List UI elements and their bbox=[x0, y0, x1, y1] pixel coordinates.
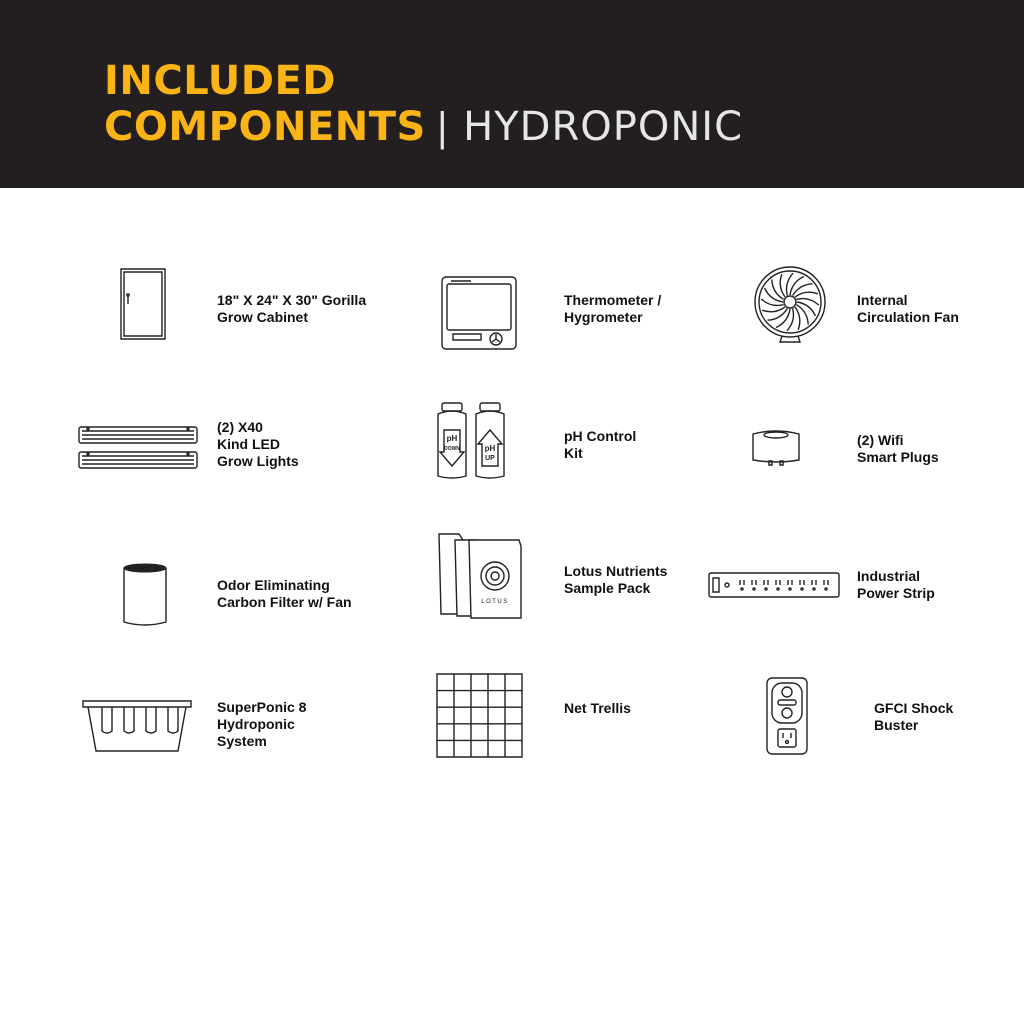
circulation-fan-icon bbox=[752, 268, 828, 344]
component-label-hydroponic-system bbox=[217, 699, 306, 750]
ph-down-text: DOWN bbox=[444, 446, 460, 452]
component-label-ph-control-kit bbox=[564, 428, 636, 462]
title-line-1: INCLUDED bbox=[104, 58, 336, 104]
net-trellis-icon bbox=[436, 673, 523, 758]
hydroponic-system-icon bbox=[82, 697, 192, 753]
label-line: Kit bbox=[564, 445, 583, 461]
ph-down-text: pH bbox=[446, 434, 458, 443]
title-separator: | bbox=[435, 105, 450, 149]
label-line: Grow Lights bbox=[217, 453, 299, 469]
label-line: Hydroponic bbox=[217, 716, 295, 732]
gfci-shock-buster-icon bbox=[766, 677, 808, 755]
label-line: SuperPonic 8 bbox=[217, 699, 307, 715]
component-label-thermometer-hygrometer bbox=[564, 292, 661, 326]
lotus-text: LOTUS bbox=[481, 599, 509, 605]
label-line: Carbon Filter w/ Fan bbox=[217, 594, 352, 610]
smart-plug-icon bbox=[751, 428, 801, 466]
label-line: Kind LED bbox=[217, 436, 280, 452]
label-line: (2) X40 bbox=[217, 419, 263, 435]
label-line: Smart Plugs bbox=[857, 449, 939, 465]
label-line: Industrial bbox=[857, 568, 921, 584]
ph-control-kit-icon bbox=[434, 402, 506, 480]
thermometer-hygrometer-icon bbox=[441, 276, 517, 350]
component-label-grow-cabinet bbox=[217, 292, 366, 326]
header-banner bbox=[0, 0, 1024, 188]
carbon-filter-icon bbox=[122, 562, 168, 628]
label-line: Net Trellis bbox=[564, 700, 631, 716]
label-line: 18" X 24" X 30" Gorilla bbox=[217, 292, 367, 308]
label-line: Internal bbox=[857, 292, 908, 308]
label-line: Hygrometer bbox=[564, 309, 643, 325]
title-subtitle: HYDROPONIC bbox=[463, 104, 744, 150]
label-line: GFCI Shock bbox=[874, 700, 954, 716]
title-line-2 bbox=[104, 104, 743, 150]
label-line: Buster bbox=[874, 717, 919, 733]
led-grow-lights-icon bbox=[78, 426, 198, 470]
label-line: Thermometer / bbox=[564, 292, 662, 308]
component-label-net-trellis bbox=[564, 700, 631, 717]
label-line: Power Strip bbox=[857, 585, 935, 601]
label-line: pH Control bbox=[564, 428, 637, 444]
component-label-power-strip bbox=[857, 568, 935, 602]
label-line: (2) Wifi bbox=[857, 432, 904, 448]
label-line: Grow Cabinet bbox=[217, 309, 309, 325]
component-label-carbon-filter bbox=[217, 577, 352, 611]
component-label-smart-plugs bbox=[857, 432, 939, 466]
power-strip-icon bbox=[708, 572, 840, 598]
component-label-gfci-shock-buster bbox=[874, 700, 953, 734]
grow-cabinet-icon bbox=[120, 268, 166, 340]
title-components: COMPONENTS bbox=[104, 104, 426, 150]
label-line: Lotus Nutrients bbox=[564, 563, 668, 579]
component-label-led-grow-lights bbox=[217, 419, 299, 470]
page-title bbox=[104, 58, 743, 150]
ph-up-text: pH bbox=[484, 444, 496, 453]
label-line: Circulation Fan bbox=[857, 309, 959, 325]
component-label-lotus-nutrients bbox=[564, 563, 667, 597]
nutrient-pack-icon bbox=[437, 532, 523, 620]
label-line: System bbox=[217, 733, 267, 749]
component-label-circulation-fan bbox=[857, 292, 959, 326]
label-line: Odor Eliminating bbox=[217, 577, 330, 593]
label-line: Sample Pack bbox=[564, 580, 651, 596]
ph-up-text: UP bbox=[485, 455, 495, 462]
